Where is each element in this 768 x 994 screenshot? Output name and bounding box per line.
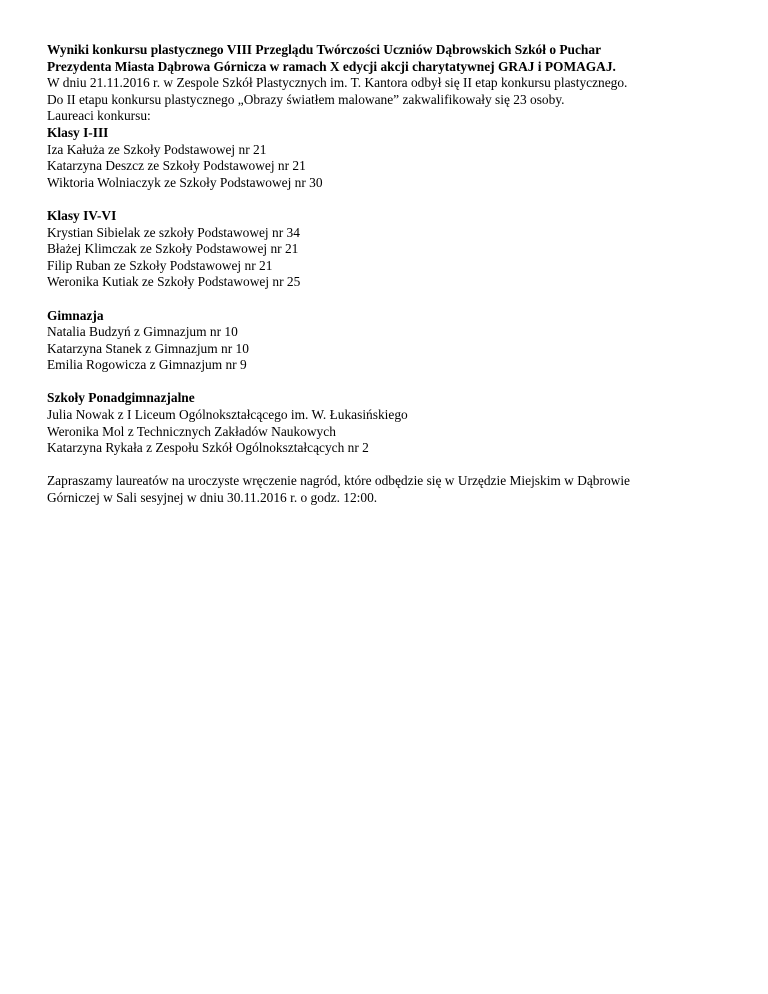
- closing-paragraph: [47, 473, 747, 506]
- laureates-label: Laureaci konkursu:: [47, 108, 151, 124]
- section-heading: Klasy I-III: [47, 124, 109, 140]
- list-item: Natalia Budzyń z Gimnazjum nr 10: [47, 324, 238, 340]
- list-item: Katarzyna Stanek z Gimnazjum nr 10: [47, 340, 249, 356]
- list-item: Emilia Rogowicza z Gimnazjum nr 9: [47, 357, 247, 373]
- list-item: Katarzyna Deszcz ze Szkoły Podstawowej nr 21: [47, 158, 306, 174]
- section-heading: Gimnazja: [47, 307, 104, 323]
- list-item: Wiktoria Wolniaczyk ze Szkoły Podstawowej nr 30: [47, 174, 323, 190]
- intro-qualification-line: Do II etapu konkursu plastycznego „Obrazy światłem malowane” zakwalifikowały się 23 osoby.: [47, 91, 565, 107]
- list-item: Błażej Klimczak ze Szkoły Podstawowej nr 21: [47, 241, 299, 257]
- document-body: [47, 42, 747, 507]
- spacer: [47, 374, 747, 391]
- spacer: [47, 291, 747, 308]
- list-item: Filip Ruban ze Szkoły Podstawowej nr 21: [47, 257, 273, 273]
- section-szkoly-ponadgimnazjalne: [47, 390, 747, 456]
- closing-line-1: Zapraszamy laureatów na uroczyste wręczenie nagród, które odbędzie się w Urzędzie Miejskim w Dąbrowie: [47, 473, 630, 489]
- section-heading: Szkoły Ponadgimnazjalne: [47, 390, 195, 406]
- intro-date-line: W dniu 21.11.2016 r. w Zespole Szkół Plastycznych im. T. Kantora odbył się II etap konkursu plastycznego.: [47, 75, 628, 91]
- document-title-line-2: Prezydenta Miasta Dąbrowa Górnicza w ramach X edycji akcji charytatywnej GRAJ i POMAGAJ.: [47, 58, 616, 74]
- section-heading: Klasy IV-VI: [47, 207, 117, 223]
- list-item: Katarzyna Rykała z Zespołu Szkół Ogólnokształcących nr 2: [47, 440, 369, 456]
- list-item: Iza Kałuża ze Szkoły Podstawowej nr 21: [47, 141, 267, 157]
- list-item: Julia Nowak z I Liceum Ogólnokształcącego im. W. Łukasińskiego: [47, 407, 408, 423]
- list-item: Krystian Sibielak ze szkoły Podstawowej nr 34: [47, 224, 300, 240]
- list-item: Weronika Mol z Technicznych Zakładów Naukowych: [47, 423, 336, 439]
- closing-line-2: Górniczej w Sali sesyjnej w dniu 30.11.2016 r. o godz. 12:00.: [47, 490, 378, 506]
- spacer: [47, 191, 747, 208]
- list-item: Weronika Kutiak ze Szkoły Podstawowej nr 25: [47, 274, 301, 290]
- spacer: [47, 457, 747, 474]
- section-klasy-1-3: [47, 125, 747, 191]
- section-klasy-4-6: [47, 208, 747, 291]
- section-gimnazja: [47, 308, 747, 374]
- document-title-line-1: Wyniki konkursu plastycznego VIII Przeglądu Twórczości Uczniów Dąbrowskich Szkół o Puchar: [47, 42, 602, 57]
